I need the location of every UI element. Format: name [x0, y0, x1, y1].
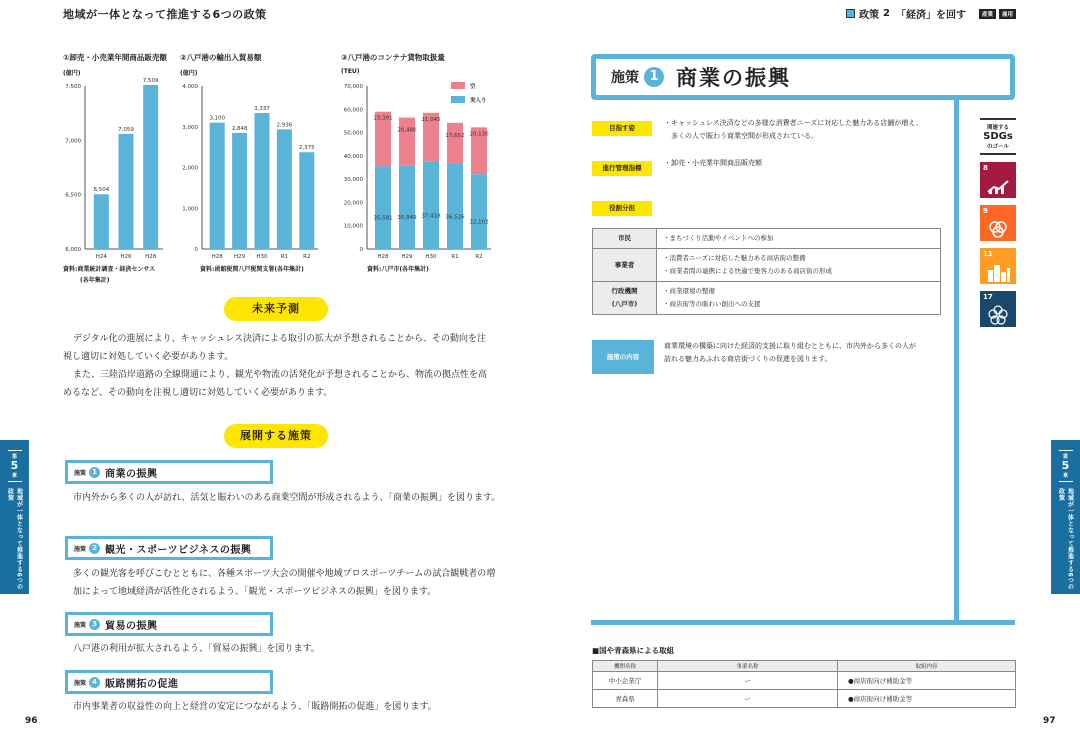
svg-text:7,000: 7,000	[65, 138, 81, 145]
svg-text:3,100: 3,100	[209, 115, 226, 122]
frame-horizontal-rule	[591, 620, 1015, 625]
sdg-goal-11: 11	[980, 248, 1016, 284]
svg-text:H26: H26	[120, 254, 132, 260]
measure-description-2: 多くの観光客を呼びこむとともに、各種スポーツ大会の開催や地域プロスポーツチームの試合観戦者の増加によって地域経済が活性化されるよう、「観光・スポーツビジネスの振興」を図ります。	[73, 569, 496, 597]
svg-text:36,526: 36,526	[445, 214, 465, 221]
chart-up-icon	[980, 177, 1016, 195]
svg-text:H28: H28	[211, 254, 223, 260]
number-badge: 1	[644, 67, 664, 87]
svg-text:37,418: 37,418	[421, 213, 441, 220]
indicator-label: 進行管理指標	[592, 161, 652, 176]
chart-container-cargo	[341, 52, 501, 292]
svg-text:7,509: 7,509	[142, 78, 159, 85]
measure-title-frame: 施策 1 商業の振興	[591, 54, 1015, 100]
chart-source: 資料:函館税関八戸税関支署(各年集計)	[200, 266, 304, 273]
svg-text:23,391: 23,391	[373, 115, 393, 122]
page-number: 97	[1043, 716, 1056, 726]
sdg-goal-17: 17	[980, 291, 1016, 327]
number-badge: 3	[89, 619, 100, 630]
svg-text:35,581: 35,581	[373, 215, 393, 222]
svg-text:H30: H30	[256, 254, 268, 260]
chapter-side-tab[interactable]: 第 5 章 地域が一体となって推進する6つの政策	[0, 440, 29, 594]
measure-description-1: 市内外から多くの人が訪れ、活気と賑わいのある商業空間が形成されるよう、「商業の振興」を図ります。	[73, 493, 501, 503]
svg-text:2,375: 2,375	[298, 145, 315, 152]
svg-text:7,059: 7,059	[118, 126, 134, 133]
svg-text:0: 0	[359, 247, 363, 253]
svg-text:2,000: 2,000	[182, 165, 198, 172]
chart-retail-sales	[63, 52, 173, 292]
svg-text:50,000: 50,000	[343, 130, 363, 137]
measure-description-4: 市内事業者の収益性の向上と経営の安定につながるよう、「販路開拓の促進」を図ります。	[73, 702, 437, 712]
measure-description-3: 八戸港の利用が拡大されるよう、「貿易の振興」を図ります。	[73, 644, 320, 654]
table-header-row: 機関名称 事業名称 取組内容	[593, 661, 1016, 672]
goal-text: ・キャッシュレス決済などの多様な消費者ニーズに対応した魅力ある店舗が増え、 多くの人で賑わう商業空間が形成されている。	[664, 119, 923, 140]
roles-table	[592, 228, 941, 315]
svg-text:H29: H29	[234, 254, 246, 260]
svg-text:6,500: 6,500	[65, 192, 81, 199]
content-label: 施策の内容	[592, 340, 654, 374]
gov-initiatives-title: ■国や青森県による取組	[592, 646, 675, 655]
svg-text:H28: H28	[377, 254, 389, 260]
measure-heading-1: 施策 1 商業の振興	[65, 460, 273, 484]
chart-source: 資料:八戸市(各年集計)	[367, 266, 429, 273]
tag-badge: 産業	[979, 9, 996, 19]
svg-text:21,045: 21,045	[421, 116, 441, 123]
svg-text:R2: R2	[475, 254, 483, 260]
svg-text:17,652: 17,652	[445, 132, 465, 139]
svg-text:60,000: 60,000	[343, 107, 363, 114]
measures-pill: 展開する施策	[224, 424, 328, 448]
chart-title: ③八戸港のコンテナ貨物取扱量	[341, 53, 445, 62]
cubes-icon	[980, 219, 1016, 239]
indicator-text: ・卸売・小売業年間商品販売額	[664, 159, 762, 167]
measure-heading-4: 施策 4 販路開拓の促進	[65, 670, 273, 694]
sdg-goal-8: 8	[980, 162, 1016, 198]
sdgs-heading: 関連する SDGs のゴール	[980, 118, 1016, 155]
svg-text:10,000: 10,000	[343, 223, 363, 230]
forecast-paragraph: また、三陸沿岸道路の全線開通により、観光や物流の活発化が予想されることから、物流の拠点性を高めるなど、その動向を注視し適切に対処していく必要があります。	[63, 370, 488, 398]
measure-title: 商業の振興	[676, 66, 791, 90]
page-number: 96	[25, 716, 38, 726]
chart-unit: (億円)	[180, 70, 198, 77]
svg-text:4,000: 4,000	[182, 84, 198, 90]
forecast-paragraph: デジタル化の進展により、キャッシュレス決済による取引の拡大が予想されることから、その動向を注視し適切に対処していく必要があります。	[63, 334, 487, 362]
svg-text:70,000: 70,000	[343, 84, 363, 90]
svg-text:空: 空	[470, 84, 476, 90]
chart-port-trade	[180, 52, 320, 292]
bar-chart-plot	[63, 76, 173, 286]
number-badge: 2	[89, 543, 100, 554]
roles-label: 役割分担	[592, 201, 652, 216]
chart-title: ①卸売・小売業年間商品販売額	[63, 53, 167, 62]
frame-vertical-rule	[954, 100, 959, 624]
svg-text:40,000: 40,000	[343, 153, 363, 160]
bar-chart-plot	[180, 76, 320, 286]
svg-text:R1: R1	[280, 254, 289, 260]
page-header-title: 地域が一体となって推進する6つの政策	[63, 8, 267, 21]
content-text: 商業環境の構築に向けた経済的支援に取り組むとともに、市内外から多くの人が 訪れる魅力あふれる商店街づくりの促進を図ります。	[664, 342, 916, 363]
svg-text:35,949: 35,949	[397, 215, 417, 222]
city-icon	[980, 262, 1016, 282]
forecast-pill: 未来予測	[224, 297, 328, 321]
table-row: 中小企業庁 ー ●商店街向け補助金等	[593, 672, 1016, 690]
svg-text:R2: R2	[303, 254, 311, 260]
svg-text:30,000: 30,000	[343, 177, 363, 184]
svg-text:3,000: 3,000	[182, 124, 198, 131]
table-row: 行政機関 (八戸市) ・商業環境の整備 ・商店街等の賑わい創出への支援	[593, 282, 941, 315]
svg-text:実入り: 実入り	[470, 98, 487, 104]
chart-unit: (TEU)	[341, 68, 360, 75]
number-badge: 4	[89, 677, 100, 688]
chart-title: ②八戸港の輸出入貿易額	[180, 53, 262, 62]
svg-text:20,480: 20,480	[397, 127, 417, 134]
svg-text:32,102: 32,102	[469, 219, 489, 226]
forecast-text	[63, 330, 493, 402]
svg-text:7,500: 7,500	[65, 84, 81, 90]
svg-text:H28: H28	[145, 254, 157, 260]
table-row: 市民 ・まちづくり活動やイベントへの参加	[593, 229, 941, 249]
table-row: 事業者 ・消費者ニーズに対応した魅力ある商店街の整備 ・商業者間の連携による快適で集客力のある商店街の形成	[593, 249, 941, 282]
right-page	[540, 0, 1080, 732]
svg-text:0: 0	[194, 247, 198, 253]
chart-unit: (億円)	[63, 70, 81, 77]
svg-text:1,000: 1,000	[182, 206, 198, 213]
gov-initiatives-table	[592, 660, 1016, 708]
stacked-bar-chart-plot	[341, 76, 501, 286]
flower-rings-icon	[980, 304, 1016, 326]
chart-source: 資料:商業統計調査・経済センサス (各年集計)	[63, 266, 156, 284]
svg-text:R1: R1	[451, 254, 459, 260]
svg-text:H24: H24	[95, 254, 107, 260]
goal-label: 目指す姿	[592, 121, 652, 136]
table-row: 青森県 ー ●商店街向け補助金等	[593, 690, 1016, 708]
svg-text:6,504: 6,504	[93, 187, 110, 194]
svg-text:H30: H30	[425, 254, 437, 260]
sdg-goal-9: 9	[980, 205, 1016, 241]
square-icon	[846, 9, 855, 18]
svg-text:3,337: 3,337	[254, 106, 270, 113]
number-badge: 1	[89, 467, 100, 478]
svg-text:20,000: 20,000	[343, 200, 363, 207]
svg-text:6,000: 6,000	[65, 247, 81, 253]
svg-text:2,936: 2,936	[276, 122, 293, 129]
measure-heading-3: 施策 3 貿易の振興	[65, 612, 273, 636]
svg-text:20,130: 20,130	[469, 131, 489, 138]
measure-heading-2: 施策 2 観光・スポーツビジネスの振興	[65, 536, 273, 560]
tag-badge: 雇用	[999, 9, 1016, 19]
policy-header: 政策 2 「経済」を回す 産業 雇用	[846, 6, 1016, 21]
chapter-side-tab[interactable]: 第 5 章 地域が一体となって推進する6つの政策	[1051, 440, 1080, 594]
svg-text:2,848: 2,848	[231, 125, 248, 132]
svg-text:H29: H29	[401, 254, 413, 260]
